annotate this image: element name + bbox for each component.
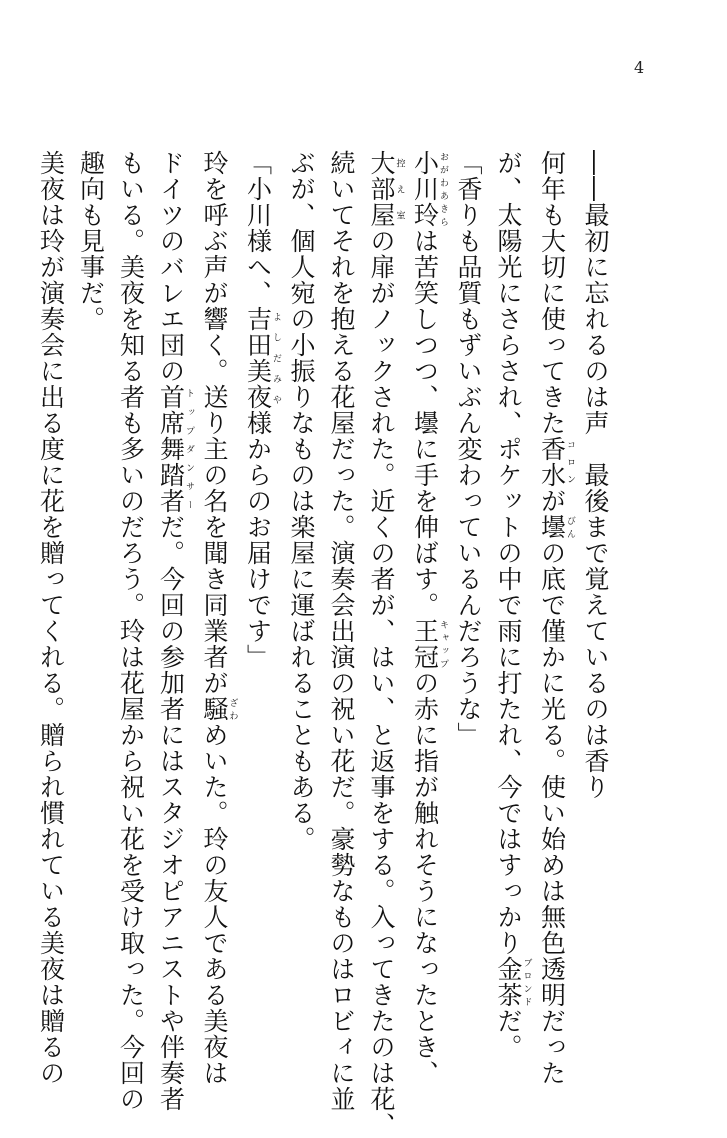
text-line-4: 「香りも品質もずいぶん変わっているんだろうな」	[454, 150, 483, 748]
text-line-5: 小川玲おがわあきらは苦笑しつつ、壜に手を伸ばす。王冠キャップの赤に指が触れそうになったとき、	[410, 150, 448, 1086]
text-line-14: 美夜は玲が演奏会に出る度に花を贈ってくれる。贈られ慣れている美夜は贈るの	[36, 150, 66, 1086]
ruby-ogawa-akira: 小川玲おがわあきら	[410, 150, 448, 228]
ruby-text-oukan: キャップ	[438, 618, 448, 670]
ruby-text-kousui: コロン	[565, 436, 575, 488]
page-number: 4	[634, 58, 645, 77]
ruby-kincha: 金茶ブロンド	[494, 956, 532, 1008]
vertical-body-text	[31, 150, 616, 1138]
ruby-kousui: 香水コロン	[537, 436, 575, 488]
ruby-text-yoshida-miya: よしだみや	[271, 306, 281, 410]
ruby-oobeya: 大部屋控え室	[367, 150, 405, 228]
text-line-7: 続いてそれを抱える花屋だった。演奏会出演の祝い花だ。豪勢なものはロビィに並	[327, 150, 356, 1112]
ruby-zawa: 騒ざわ	[200, 696, 238, 722]
ruby-text-zawa: ざわ	[227, 696, 238, 722]
ruby-oukan: 王冠キャップ	[410, 618, 448, 670]
text-line-12: もいる。美夜を知る者も多いのだろう。玲は花屋から祝い花を受け取った。今回の	[116, 150, 146, 1112]
text-line-1: ――最初に忘れるのは声 最後まで覚えているのは香り	[581, 150, 610, 800]
text-line-11: ドイツのバレエ団の首席舞踏者トップダンサーだ。今回の参加者にはスタジオピアニストや伴奏者	[156, 150, 194, 1112]
ruby-text-kincha: ブロンド	[521, 956, 532, 1008]
ruby-text-oobeya: 控え室	[394, 150, 405, 228]
text-line-6: 大部屋控え室の扉がノックされた。近くの者が、はい、と返事をする。入ってきたのは花、	[367, 150, 405, 1138]
text-line-10: 玲を呼ぶ声が響く。送り主の名を聞き同業者が騒ざわめいた。玲の友人である美夜は	[200, 150, 238, 1086]
ruby-shusekibutousha: 首席舞踏者トップダンサー	[156, 384, 194, 514]
text-line-13: 趣向も見事だ。	[76, 150, 106, 332]
ruby-text-bin: びん	[565, 514, 575, 540]
ruby-text-ogawa-akira: おがわあきら	[438, 150, 448, 228]
text-line-2: 何年も大切に使ってきた香水コロンが壜びんの底で僅かに光る。使い始めは無色透明だった	[537, 150, 575, 1086]
text-line-8: ぶが、個人宛の小振りなものは楽屋に運ばれることもある。	[287, 150, 316, 852]
ruby-bin: 壜びん	[537, 514, 575, 540]
ruby-yoshida-miya: 吉田美夜よしだみや	[243, 306, 281, 410]
text-line-9: 「小川様へ、吉田美夜よしだみや様からのお届けです」	[243, 150, 281, 670]
ruby-text-shusekibutousha: トップダンサー	[184, 384, 194, 514]
text-line-3: が、太陽光にさらされ、ポケットの中で雨に打たれ、今ではすっかり金茶ブロンドだ。	[494, 150, 532, 1060]
